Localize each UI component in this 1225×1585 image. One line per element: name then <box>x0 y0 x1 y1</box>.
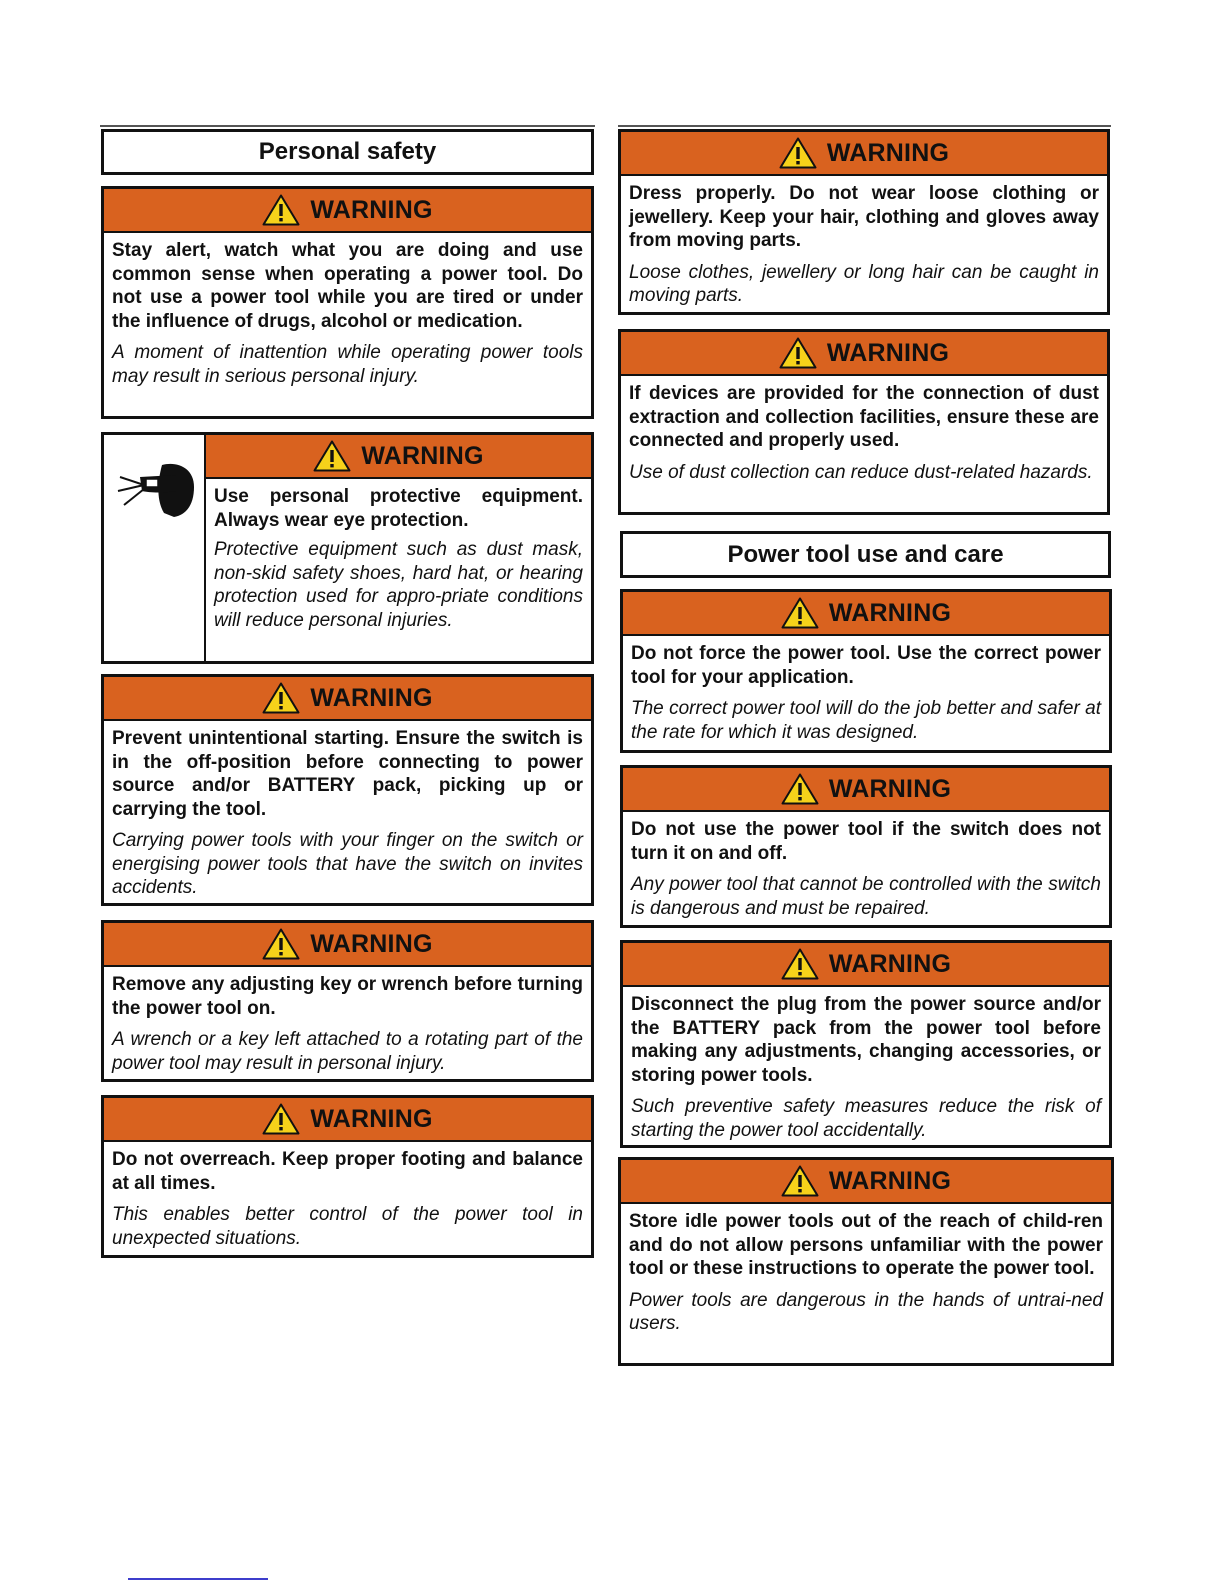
warning-box <box>101 186 594 419</box>
warning-box <box>101 920 594 1082</box>
warning-triangle-icon <box>262 928 300 960</box>
signal-word: WARNING <box>361 441 484 470</box>
warning-bar <box>621 332 1107 376</box>
signal-word: WARNING <box>828 598 952 627</box>
warning-triangle-icon <box>781 597 819 629</box>
warning-consequence: Power tools are dangerous in the hands of untrai-ned users. <box>629 1289 1103 1334</box>
signal-word: WARNING <box>826 138 950 167</box>
warning-bar <box>104 189 591 233</box>
warning-consequence: Any power tool that cannot be controlled with the switch is dangerous and must be repaired. <box>631 874 1101 919</box>
warning-consequence: A wrench or a key left attached to a rotating part of the power tool may result in personal injury. <box>112 1029 583 1074</box>
section-title-text: Personal safety <box>258 138 437 165</box>
warning-instruction: Do not overreach. Keep proper footing and balance at all times. <box>112 1149 583 1194</box>
section-title-power-tool-use <box>620 531 1111 578</box>
warning-triangle-icon <box>313 440 351 472</box>
signal-word: WARNING <box>310 929 433 958</box>
safety-goggles-icon <box>110 457 200 527</box>
warning-consequence: Use of dust collection can reduce dust-related hazards. <box>629 461 1093 483</box>
warning-box <box>101 674 594 906</box>
warning-instruction: Remove any adjusting key or wrench before turning the power tool on. <box>112 974 583 1019</box>
signal-word: WARNING <box>310 1104 433 1133</box>
warning-consequence: A moment of inattention while operating power tools may result in serious personal injury. <box>112 342 583 387</box>
signal-word: WARNING <box>826 338 950 367</box>
warning-triangle-icon <box>781 948 819 980</box>
warning-bar <box>104 1098 591 1142</box>
warning-bar <box>623 768 1109 812</box>
warning-instruction: Do not force the power tool. Use the correct power tool for your application. <box>631 643 1101 688</box>
warning-triangle-icon <box>262 1103 300 1135</box>
warning-bar <box>104 923 591 967</box>
signal-word: WARNING <box>828 1166 952 1195</box>
warning-instruction: Do not use the power tool if the switch does not turn it on and off. <box>631 819 1101 864</box>
warning-consequence: This enables better control of the power tool in unexpected situations. <box>112 1204 583 1249</box>
warning-instruction: Store idle power tools out of the reach of child-ren and do not allow persons unfamiliar with the power tool or these instructions to operate the power tool. <box>629 1211 1103 1279</box>
signal-word: WARNING <box>828 774 952 803</box>
warning-box <box>620 765 1112 928</box>
warning-bar <box>621 132 1107 176</box>
warning-instruction: Use personal protective equipment. Always wear eye protection. <box>214 486 583 531</box>
warning-instruction: Dress properly. Do not wear loose clothing or jewellery. Keep your hair, clothing and gloves away from moving parts. <box>629 183 1099 251</box>
warning-triangle-icon <box>262 194 300 226</box>
warning-consequence: Carrying power tools with your finger on the switch or energising power tools that have the switch on invites accidents. <box>112 830 583 898</box>
warning-consequence: The correct power tool will do the job better and safer at the rate for which it was designed. <box>631 698 1101 743</box>
signal-word: WARNING <box>828 949 952 978</box>
warning-instruction: Stay alert, watch what you are doing and use common sense when operating a power tool. Do not use a power tool while you are tired or under the influence of drugs, alcohol or medication. <box>112 240 583 332</box>
warning-box <box>620 589 1112 753</box>
warning-consequence: Such preventive safety measures reduce the risk of starting the power tool accidentally. <box>631 1096 1101 1141</box>
top-rule <box>100 125 595 127</box>
warning-instruction: Disconnect the plug from the power source and/or the BATTERY pack from the power tool before making any adjustments, changing accessories, or storing power tools. <box>631 994 1101 1086</box>
footer-link-underline[interactable] <box>128 1578 268 1580</box>
signal-word: WARNING <box>310 195 433 224</box>
warning-triangle-icon <box>781 1165 819 1197</box>
signal-word: WARNING <box>310 683 433 712</box>
warning-bar <box>623 592 1109 636</box>
warning-box <box>101 432 594 664</box>
warning-box <box>620 940 1112 1148</box>
warning-consequence: Protective equipment such as dust mask, non-skid safety shoes, hard hat, or hearing protection used for appro-priate conditions will reduce personal injuries. <box>214 539 583 631</box>
warning-bar <box>206 435 591 479</box>
warning-triangle-icon <box>779 137 817 169</box>
warning-triangle-icon <box>781 773 819 805</box>
warning-consequence: Loose clothes, jewellery or long hair can be caught in moving parts. <box>629 261 1099 306</box>
eye-protection-panel <box>104 435 206 661</box>
warning-instruction: Prevent unintentional starting. Ensure the switch is in the off-position before connecting to power source and/or BATTERY pack, picking up or carrying the tool. <box>112 728 583 820</box>
warning-triangle-icon <box>262 682 300 714</box>
warning-triangle-icon <box>779 337 817 369</box>
warning-bar <box>621 1160 1111 1204</box>
warning-instruction: If devices are provided for the connection of dust extraction and collection facilities, ensure these are connected and properly used. <box>629 383 1099 451</box>
section-title-text: Power tool use and care <box>727 540 1004 568</box>
warning-box <box>618 1157 1114 1366</box>
top-rule <box>618 125 1111 127</box>
section-title-personal-safety <box>101 129 594 175</box>
warning-bar <box>104 677 591 721</box>
warning-box <box>618 129 1110 315</box>
warning-bar <box>623 943 1109 987</box>
warning-box <box>618 329 1110 515</box>
warning-box <box>101 1095 594 1258</box>
